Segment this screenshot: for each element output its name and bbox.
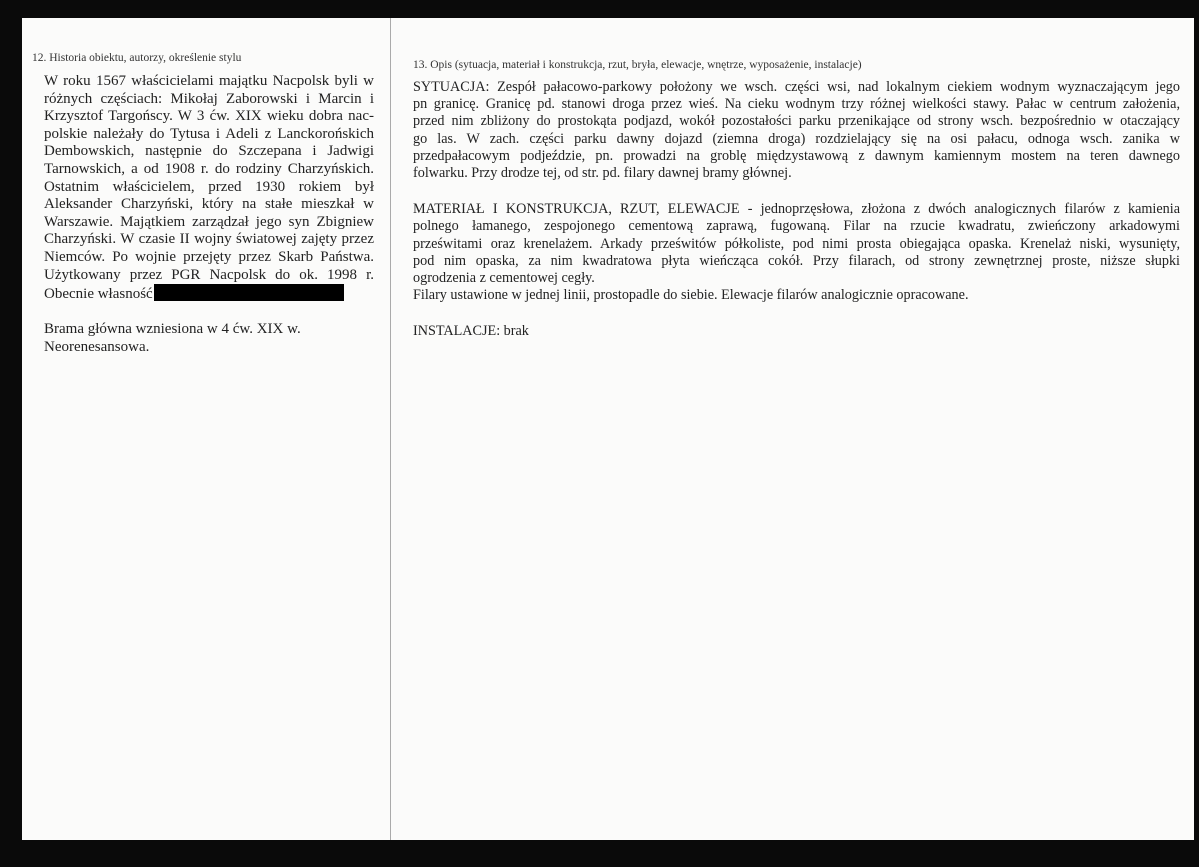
text-line: przedpałacowym podjeździe, pn. prowadzi na groblę międzystawową z dawnym kamiennym mostem na teren dawnego: [413, 147, 1180, 164]
gate-style: Neorenesansowa.: [44, 338, 150, 355]
column-divider: [390, 18, 391, 840]
section-12-heading: 12. Historia obiektu, autorzy, określenie stylu: [32, 52, 242, 64]
text-line: Niemców. Po wojnie przejęty przez Skarb Państwa.: [44, 248, 374, 265]
text-line: przed nim zbliżony do prostokąta podjazd, wokół pozostałości parku przenikające od strony wsch. bezpośrednio w otaczający: [413, 113, 1180, 130]
text-line: Tarnowskich, a od 1908 r. do rodziny Charzyńskich.: [44, 160, 374, 177]
text-line: Użytkowany przez PGR Nacpolsk do ok. 1998 r.: [44, 266, 374, 283]
text-line: W roku 1567 właścicielami majątku Nacpolsk byli w: [44, 73, 374, 89]
text-line: Charzyński. W czasie II wojny światowej zajęty przez: [44, 231, 374, 248]
text-line: Aleksander Charzyński, który na stałe mieszkał w: [44, 196, 374, 213]
text-line: ogrodzenia z cementowej cegły.: [413, 270, 595, 287]
text-line: MATERIAŁ I KONSTRUKCJA, RZUT, ELEWACJE - jednoprzęsłowa, złożona z dwóch analogicznych filarów z kamienia: [413, 201, 1180, 218]
text-line: pn granicę. Granicę pd. stanowi droga przez wieś. Na cieku wodnym trzy różnej wielkości stawy. Pałac w centrum założenia,: [413, 96, 1180, 113]
pillars-line: Filary ustawione w jednej linii, prostopadle do siebie. Elewacje filarów analogicznie opracowane.: [413, 287, 969, 304]
ownership-label: Obecnie własność: [44, 286, 153, 303]
text-line: polskie należały do Tytusa i Adeli z Lanckorońskich: [44, 125, 374, 142]
text-line: SYTUACJA: Zespół pałacowo-parkowy położony we wsch. części wsi, nad lokalnym ciekiem wodnym wyznaczającym jego: [413, 79, 1180, 95]
section-13-heading: 13. Opis (sytuacja, materiał i konstrukcja, rzut, bryła, elewacje, wnętrze, wyposażenie, instalacje): [413, 59, 862, 71]
text-line: polnego łamanego, zespojonego cementową zaprawą, fugowaną. Filar na rzucie kwadratu, zwieńczony arkadowymi: [413, 218, 1180, 235]
text-line: Dembowskich, następnie do Szczepana i Jadwigi: [44, 143, 374, 160]
gate-date: Brama główna wzniesiona w 4 ćw. XIX w.: [44, 321, 301, 338]
description-text: [413, 79, 1180, 341]
text-line: folwarku. Przy drodze tej, od str. pd. filary dawnej bramy głównej.: [413, 165, 792, 182]
text-line: pod nim opaska, za nim kwadratowa płyta wieńcząca cokół. Przy filarach, od strony zewnętrznej proste, niższe słupki: [413, 252, 1180, 269]
ownership-line: [44, 284, 374, 304]
history-text: [44, 73, 374, 356]
redaction-bar: [154, 284, 344, 301]
text-line: Krzysztof Targońscy. W 3 ćw. XIX wieku dobra nac-: [44, 108, 374, 125]
installations-line: INSTALACJE: brak: [413, 323, 529, 340]
text-line: prześwitami oraz krenelażem. Arkady prześwitów półkoliste, pod nimi prosta obiegająca opaska. Krenelaż niski, wysunięty,: [413, 235, 1180, 252]
text-line: Warszawie. Majątkiem zarządzał jego syn Zbigniew: [44, 213, 374, 230]
text-line: Ostatnim właścicielem, przed 1930 rokiem był: [44, 178, 374, 195]
text-line: różnych częściach: Mikołaj Zaborowski i Marcin i: [44, 90, 374, 107]
text-line: go las. W zach. części parku dawny dojazd (ziemna droga) rozdzielający się na osi pałacu, odnoga wsch. zanika w: [413, 130, 1180, 147]
